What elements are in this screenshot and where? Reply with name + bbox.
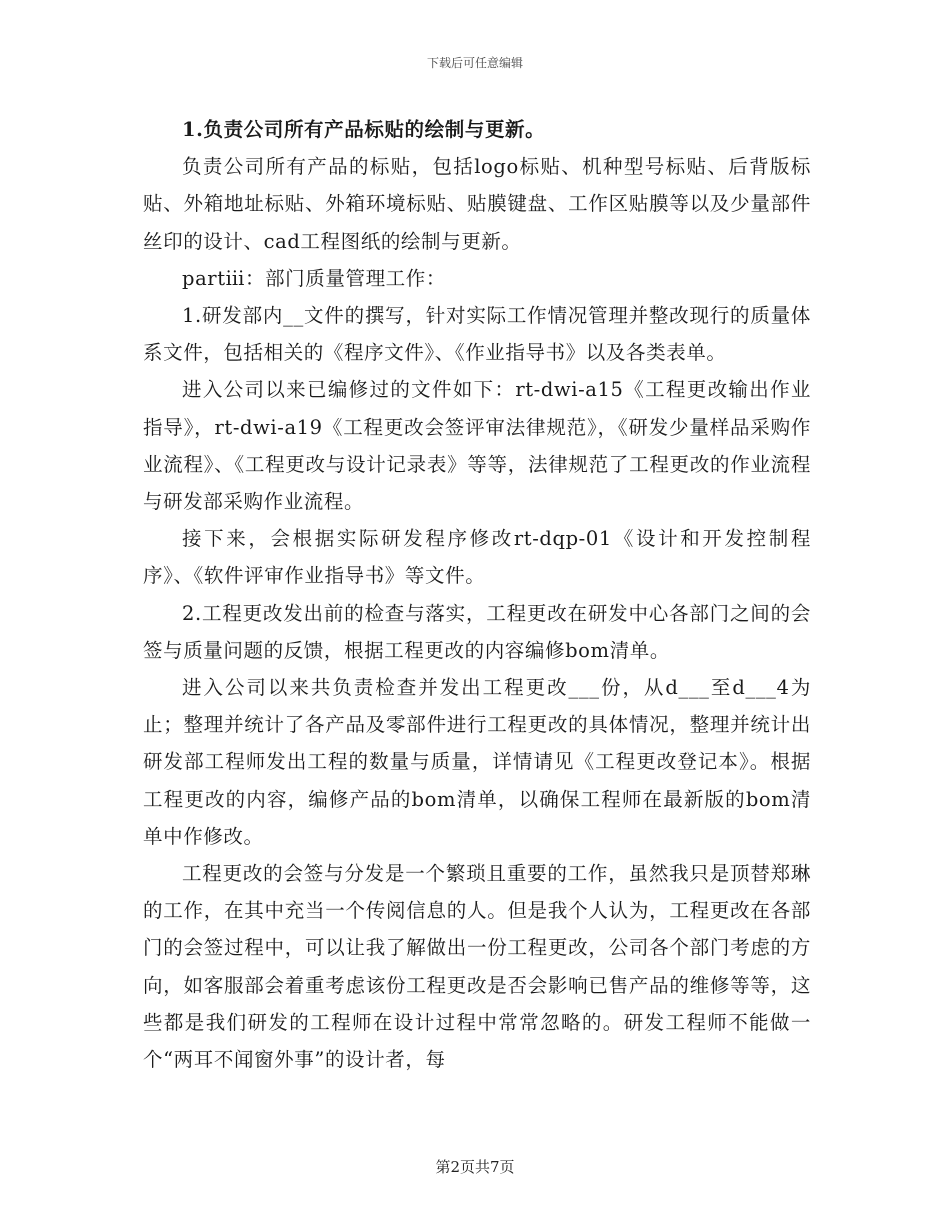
section-heading: 1.负责公司所有产品标贴的绘制与更新。 <box>182 118 546 141</box>
paragraph-label-design: 负责公司所有产品的标贴，包括logo标贴、机种型号标贴、后背版标贴、外箱地址标贴、外箱环境标贴、贴膜键盘、工作区贴膜等以及少量部件丝印的设计、cad工程图纸的绘制与更新。 <box>143 155 811 253</box>
paragraph-engineering-change: 2.工程更改发出前的检查与落实，工程更改在研发中心各部门之间的会签与质量问题的反馈，根据工程更改的内容编修bom清单。 <box>143 601 811 662</box>
paragraph-countersign: 工程更改的会签与分发是一个繁琐且重要的工作，虽然我只是顶替郑琳的工作，在其中充当一个传阅信息的人。但是我个人认为，工程更改在各部门的会签过程中，可以让我了解做出一份工程更改，公司各个部门考虑的方向，如客服部会着重考虑该份工程更改是否会影响已售产品的维修等等，这些都是我们研发的工程师在设计过程中常常忽略的。研发工程师不能做一个“两耳不闻窗外事”的设计者，每 <box>143 862 811 1072</box>
paragraph-change-statistics: 进入公司以来共负责检查并发出工程更改___份，从d___至d___4为止；整理并统计了各产品及零部件进行工程更改的具体情况，整理并统计出研发部工程师发出工程的数量与质量，详情请见《工程更改登记本》。根据工程更改的内容，编修产品的bom清单，以确保工程师在最新版的bom清单中作修改。 <box>143 676 811 848</box>
page-header: 下载后可任意编辑 <box>426 56 523 70</box>
paragraph-document-writing: 1.研发部内__文件的撰写，针对实际工作情况管理并整改现行的质量体系文件，包括相关的《程序文件》、《作业指导书》以及各类表单。 <box>143 304 811 365</box>
document-body <box>143 111 811 1078</box>
paragraph-revised-files: 进入公司以来已编修过的文件如下：rt-dwi-a15《工程更改输出作业指导》，rt-dwi-a19《工程更改会签评审法律规范》，《研发少量样品采购作业流程》、《工程更改与设计记录表》等等，法律规范了工程更改的作业流程与研发部采购作业流程。 <box>143 378 811 514</box>
page-footer: 第2页共7页 <box>435 1158 515 1176</box>
paragraph-next-steps: 接下来，会根据实际研发程序修改rt-dqp-01《设计和开发控制程序》、《软件评审作业指导书》等文件。 <box>143 527 811 588</box>
part-heading: partⅲ：部门质量管理工作： <box>182 266 446 290</box>
